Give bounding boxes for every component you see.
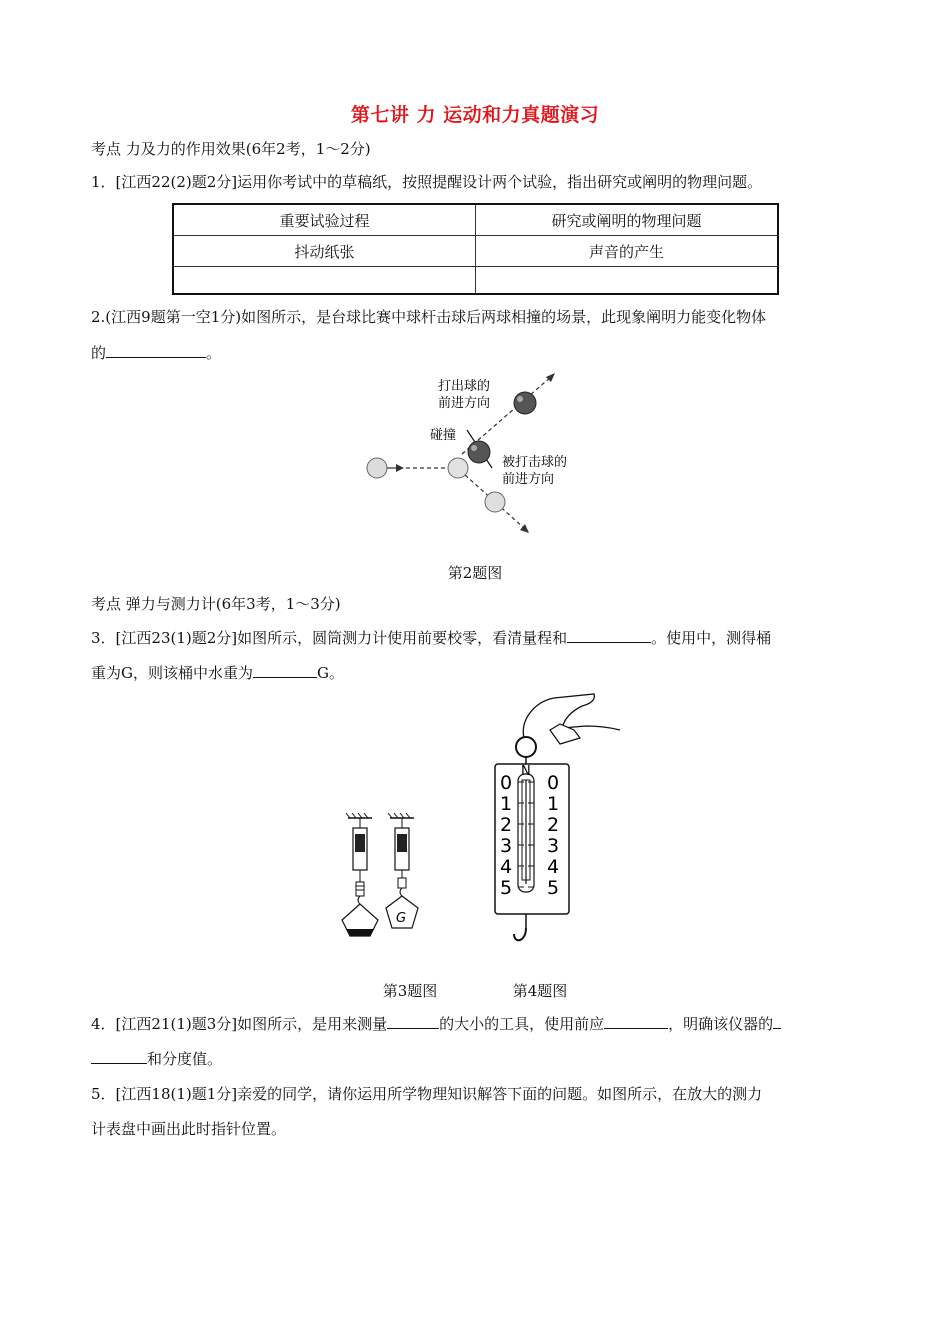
answer-blank[interactable] [773, 1014, 781, 1029]
section-heading-force: 考点 力及力的作用效果(6年2考，1～2分) [91, 140, 371, 158]
table-header-cell: 重要试验过程 [173, 204, 476, 236]
scale-tick-label-left: 0 [500, 772, 513, 794]
question-4-text-line2: 和分度值。 [91, 1049, 871, 1069]
table-cell[interactable] [173, 267, 476, 295]
figure-2-caption: 第2题图 [447, 564, 503, 582]
scale-tick-label-right: 4 [547, 856, 560, 878]
scale-unit-label: N [521, 764, 531, 779]
scale-tick-label-right: 1 [547, 793, 560, 815]
cylinder-spring-scales-figure [332, 812, 432, 952]
scale-tick-label-left: 3 [500, 835, 513, 857]
question-2-text-line2: 的 。 [91, 344, 222, 362]
answer-blank[interactable] [106, 343, 206, 358]
answer-blank[interactable] [91, 1049, 147, 1064]
label-hit-direction-2: 前进方向 [438, 396, 491, 411]
table-cell: 声音的产生 [476, 236, 779, 267]
answer-blank[interactable] [253, 663, 317, 678]
table-row [173, 267, 778, 295]
section-heading-spring: 考点 弹力与测力计(6年3考，1～3分) [91, 595, 341, 613]
table-cell: 抖动纸张 [173, 236, 476, 267]
question-3-text: 3．[江西23(1)题2分]如图所示，圆筒测力计使用前要校零，看清量程和 。使用中，测得桶 [91, 629, 772, 647]
label-hit-direction: 打出球的 [438, 379, 491, 394]
scale-tick-label-left: 5 [500, 877, 513, 899]
label-collision: 碰撞 [430, 428, 457, 443]
question-2-text: 2.(江西9题第一空1分)如图所示，是台球比赛中球杆击球后两球相撞的场景，此现象阐明力能变化物体 [91, 308, 767, 326]
table-header-cell: 研究或阐明的物理问题 [476, 204, 779, 236]
question-4-text: 4．[江西21(1)题3分]如图所示，是用来测量 的大小的工具，使用前应 ，明确该仪器的 [91, 1014, 871, 1034]
answer-blank[interactable] [387, 1014, 439, 1029]
figure-3-caption: 第3题图 [382, 982, 438, 1000]
figure-4-caption: 第4题图 [512, 982, 568, 1000]
experiment-table [172, 203, 779, 295]
table-row [173, 236, 778, 267]
scale-tick-label-right: 2 [547, 814, 560, 836]
table-cell[interactable] [476, 267, 779, 295]
scale-tick-label-right: 5 [547, 877, 560, 899]
billiard-collision-figure [360, 368, 568, 540]
answer-blank[interactable] [604, 1014, 668, 1029]
scale-tick-label-left: 1 [500, 793, 513, 815]
answer-blank[interactable] [567, 628, 651, 643]
spring-scale-figure [490, 690, 630, 952]
page-title: 第七讲 力 运动和力真题演习 [350, 104, 600, 126]
scale-tick-label-right: 0 [547, 772, 560, 794]
question-1-text: 1．[江西22(2)题2分]运用你考试中的草稿纸，按照提醒设计两个试验，指出研究或阐明的物理问题。 [91, 173, 763, 191]
question-5-text: 5．[江西18(1)题1分]亲爱的同学，请你运用所学物理知识解答下面的问题。如图所示，在放大的测力 [91, 1085, 763, 1103]
label-struck-direction: 被打击球的 [502, 455, 568, 470]
label-struck-direction-2: 前进方向 [502, 472, 555, 487]
label-G: G [396, 911, 407, 926]
question-5-text-line2: 计表盘中画出此时指针位置。 [91, 1120, 287, 1138]
table-header-row [173, 204, 778, 236]
scale-tick-label-left: 4 [500, 856, 513, 878]
question-3-text-line2: 重为G，则该桶中水重为 G。 [91, 664, 344, 682]
scale-tick-label-left: 2 [500, 814, 513, 836]
scale-tick-label-right: 3 [547, 835, 560, 857]
